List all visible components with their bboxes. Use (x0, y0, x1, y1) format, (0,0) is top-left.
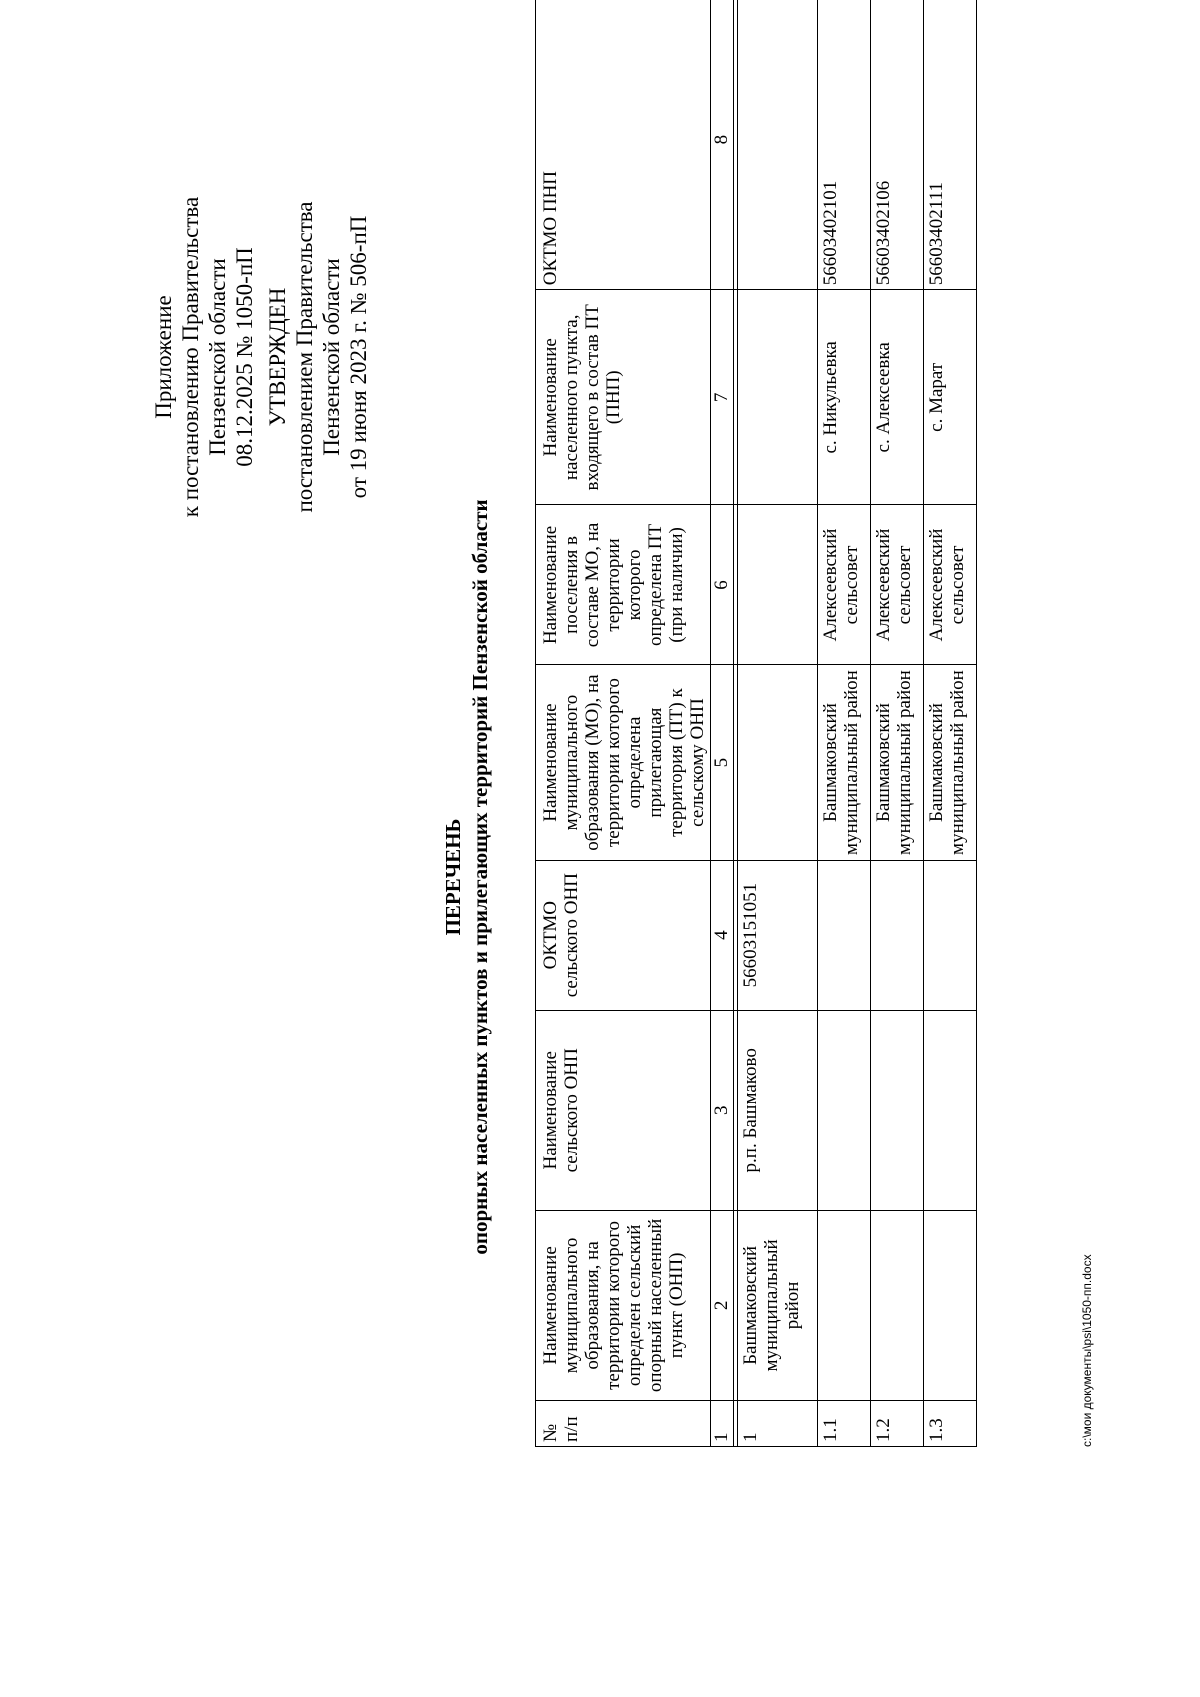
approval-block (150, 187, 372, 527)
header-cell: Наименование муниципального образования (МО), на территории которого определена прилегающая территория (ПТ) к сельскому ОНП (536, 665, 711, 860)
table-cell: 56603402111 (924, 0, 977, 290)
header-cell: № п/п (536, 1400, 711, 1446)
column-number: 2 (711, 1210, 734, 1400)
table-row (871, 0, 924, 1447)
approval-line: Пензенской области (319, 258, 344, 456)
table-row (924, 0, 977, 1447)
table-cell (738, 505, 818, 665)
table-row (818, 0, 871, 1447)
table-cell: 1.2 (871, 1400, 924, 1446)
approval-line: Приложение (151, 295, 176, 419)
document-title (440, 237, 494, 1517)
settlements-table (535, 0, 977, 1447)
table-cell: 56603402106 (871, 0, 924, 290)
table-cell (871, 860, 924, 1010)
table-cell: Башмаковский муниципальный район (818, 665, 871, 860)
header-cell: ОКТМО ПНП (536, 0, 711, 290)
title-line-2: опорных населенных пунктов и прилегающих территорий Пензенской области (468, 499, 492, 1255)
file-path-footer: c:\мои документы\psi\1050-пп.docx (1080, 1254, 1094, 1447)
column-number: 4 (711, 860, 734, 1010)
table-cell: 1.1 (818, 1400, 871, 1446)
header-cell: ОКТМО сельского ОНП (536, 860, 711, 1010)
table-cell (818, 1210, 871, 1400)
approval-line: постановлением Правительства (292, 201, 317, 513)
approval-line: 08.12.2025 № 1050-пП (232, 247, 257, 467)
column-number: 3 (711, 1010, 734, 1210)
column-number-row (711, 0, 734, 1447)
table-row (738, 0, 818, 1447)
header-cell: Наименование поселения в составе МО, на территории которого определена ПТ (при наличии) (536, 505, 711, 665)
table-cell: Алексеевский сельсовет (871, 505, 924, 665)
header-cell: Наименование сельского ОНП (536, 1010, 711, 1210)
table-cell (818, 1010, 871, 1210)
column-number: 7 (711, 290, 734, 505)
table-cell: Башмаковский муниципальный район (924, 665, 977, 860)
table-cell (924, 1210, 977, 1400)
table-cell: Башмаковский муниципальный район (738, 1210, 818, 1400)
approval-line: Пензенской области (205, 258, 230, 456)
column-number: 6 (711, 505, 734, 665)
header-cell: Наименование населенного пункта, входящего в состав ПТ (ПНП) (536, 290, 711, 505)
column-number: 1 (711, 1400, 734, 1446)
table-cell (924, 1010, 977, 1210)
table-cell: р.п. Башмаково (738, 1010, 818, 1210)
table-cell (924, 860, 977, 1010)
table-cell: с. Никульевка (818, 290, 871, 505)
table-cell (818, 860, 871, 1010)
table-cell (871, 1210, 924, 1400)
table-cell: 56603151051 (738, 860, 818, 1010)
table-cell: Башмаковский муниципальный район (871, 665, 924, 860)
approval-line: УТВЕРЖДЕН (265, 287, 290, 427)
approval-line: от 19 июня 2023 г. № 506-пП (346, 215, 371, 499)
table-cell (871, 1010, 924, 1210)
table-cell: с. Марат (924, 290, 977, 505)
approval-line: к постановлению Правительства (178, 196, 203, 518)
table-cell: с. Алексеевка (871, 290, 924, 505)
column-number: 8 (711, 0, 734, 290)
table-cell: 1 (738, 1400, 818, 1446)
table-cell (738, 290, 818, 505)
column-number: 5 (711, 665, 734, 860)
table-cell (738, 0, 818, 290)
header-cell: Наименование муниципального образования, на территории которого определен сельский опорный населенный пункт (ОНП) (536, 1210, 711, 1400)
table-cell (738, 665, 818, 860)
title-line-1: ПЕРЕЧЕНЬ (441, 818, 465, 936)
table-cell: 56603402101 (818, 0, 871, 290)
table-cell: 1.3 (924, 1400, 977, 1446)
table-cell: Алексеевский сельсовет (924, 505, 977, 665)
table-cell: Алексеевский сельсовет (818, 505, 871, 665)
table-header-row (536, 0, 711, 1447)
